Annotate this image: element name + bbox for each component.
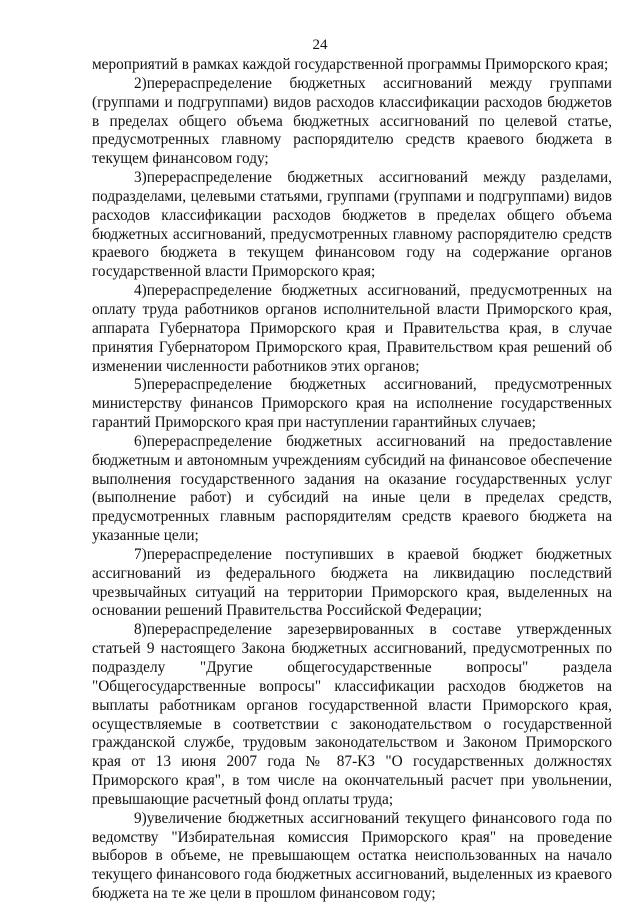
paragraph-item-9: 9)увеличение бюджетных ассигнований текущего финансового года по ведомству "Избирательная комиссия Приморского края" на проведение выборов в объеме, не превышающем остатка неиспользованных на начало текущего финансового года бюджетных ассигнований, выделенных из краевого бюджета на те же цели в прошлом финансовом году; xyxy=(92,809,612,903)
paragraph-item-5: 5)перераспределение бюджетных ассигнований, предусмотренных министерству финансов Приморского края на исполнение государственных гарантий Приморского края при наступлении гарантийных случаев; xyxy=(92,376,612,432)
paragraph-item-3: 3)перераспределение бюджетных ассигнований между разделами, подразделами, целевыми статьями, группами (группами и подгруппами) видов расходов классификации расходов бюджетов в пределах общего объема бюджетных ассигнований, предусмотренных главному распорядителю средств краевого бюджета в текущем финансовом году на содержание органов государственной власти Приморского края; xyxy=(92,169,612,281)
paragraph-item-7: 7)перераспределение поступивших в краевой бюджет бюджетных ассигнований из федерального бюджета на ликвидацию последствий чрезвычайных ситуаций на территории Приморского края, выделенных на основании решений Правительства Российской Федерации; xyxy=(92,545,612,620)
document-body xyxy=(92,56,612,904)
paragraph-continuation: мероприятий в рамках каждой государственной программы Приморского края; xyxy=(92,56,609,73)
page-number: 24 xyxy=(312,37,328,53)
paragraph-item-8: 8)перераспределение зарезервированных в составе утвержденных статьей 9 настоящего Закона бюджетных ассигнований, предусмотренных по подразделу "Другие общегосударственные вопросы" раздела "Общегосударственные вопросы" классификации расходов бюджетов на выплаты работникам органов государственной власти Приморского края, осуществляемые в соответствии с законодательством о государственной гражданской службе, трудовым законодательством и Законом Приморского края от 13 июня 2007 года № 87-КЗ "О государственных должностях Приморского края", в том числе на окончательный расчет при увольнении, превышающие расчетный фонд оплаты труда; xyxy=(92,621,612,808)
paragraph-item-4: 4)перераспределение бюджетных ассигнований, предусмотренных на оплату труда работников органов исполнительной власти Приморского края, аппарата Губернатора Приморского края и Правительства края, в случае принятия Губернатором Приморского края, Правительством края решений об изменении численности работников этих органов; xyxy=(92,282,612,375)
paragraph-item-6: 6)перераспределение бюджетных ассигнований на предоставление бюджетным и автономным учреждениям субсидий на финансовое обеспечение выполнения государственного задания на оказание государственных услуг (выполнение работ) и субсидий на иные цели в пределах средств, предусмотренных главным распорядителям средств краевого бюджета на указанные цели; xyxy=(92,432,612,545)
paragraph-item-2: 2)перераспределение бюджетных ассигнований между группами (группами и подгруппами) видов расходов классификации расходов бюджетов в пределах общего объема бюджетных ассигнований по целевой статье, предусмотренных главному распорядителю средств краевого бюджета в текущем финансовом году; xyxy=(92,74,612,168)
